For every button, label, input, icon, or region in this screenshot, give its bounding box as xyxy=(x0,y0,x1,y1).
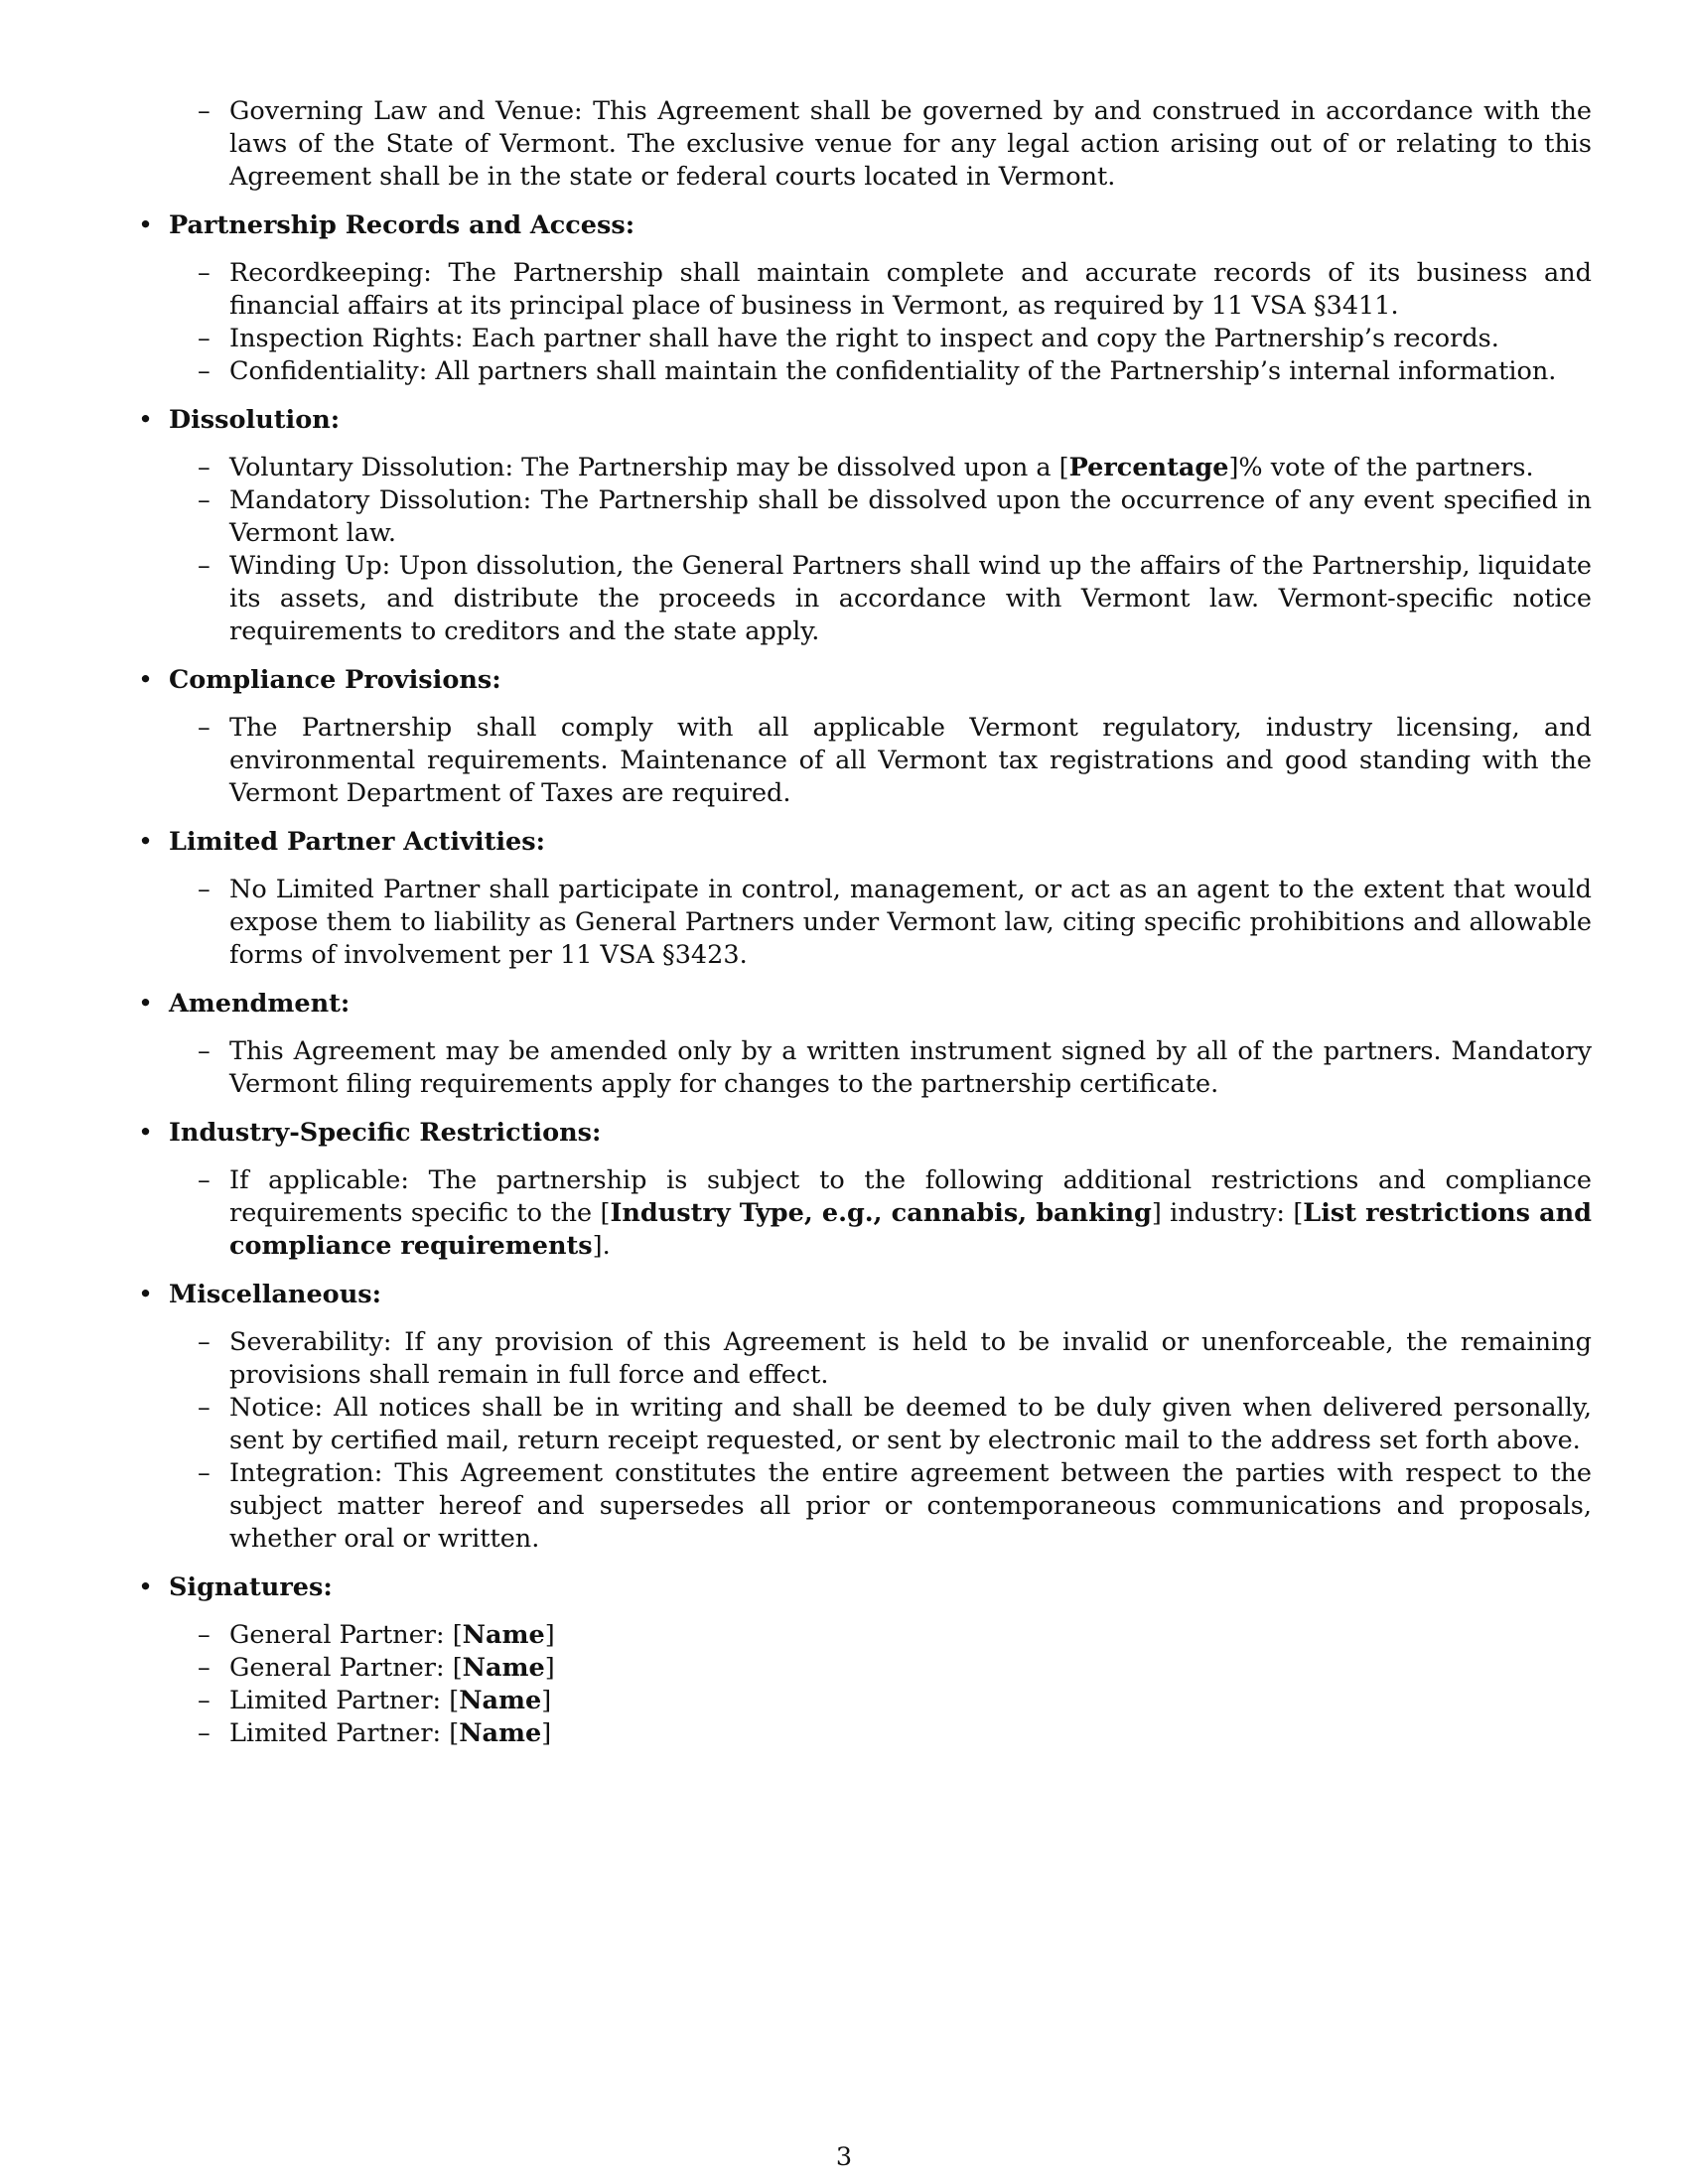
bracket-close: ] xyxy=(544,1653,555,1683)
list-item-severability xyxy=(132,1326,1592,1392)
dash-marker: – xyxy=(198,1620,211,1650)
bullet-marker: • xyxy=(138,405,154,435)
section-heading xyxy=(132,1117,1592,1150)
item-label: Notice: xyxy=(229,1393,324,1423)
item-label: Winding Up: xyxy=(229,551,391,581)
section-title: Amendment: xyxy=(169,989,351,1019)
list-item-notice xyxy=(132,1392,1592,1457)
dash-marker: – xyxy=(198,1686,211,1715)
section-miscellaneous xyxy=(132,1279,1592,1556)
list-item-integration xyxy=(132,1457,1592,1556)
item-text: If any provision of this Agreement is held to be invalid or unenforceable, the remaining provisions shall remain in full force and effect. xyxy=(229,1327,1592,1390)
section-title: Signatures: xyxy=(169,1572,333,1602)
dash-marker: – xyxy=(198,1036,211,1066)
section-title: Industry-Specific Restrictions: xyxy=(169,1118,602,1148)
item-text: This Agreement shall be governed by and construed in accordance with the laws of the State of Vermont. The exclusive venue for any legal action arising out of or relating to this Agreement shall be in the state or federal courts located in Vermont. xyxy=(229,96,1592,192)
section-heading xyxy=(132,988,1592,1021)
item-label: Voluntary Dissolution: xyxy=(229,453,514,482)
item-label: Governing Law and Venue: xyxy=(229,96,583,126)
section-amendment xyxy=(132,988,1592,1101)
page-number: 3 xyxy=(835,2142,853,2172)
dash-marker: – xyxy=(198,1165,211,1195)
dash-marker: – xyxy=(198,356,211,386)
list-item-recordkeeping xyxy=(132,257,1592,323)
governing-law-block xyxy=(132,95,1592,194)
dash-marker: – xyxy=(198,1458,211,1488)
item-text: All partners shall maintain the confidentiality of the Partnership’s internal information. xyxy=(435,356,1557,386)
dash-marker: – xyxy=(198,551,211,581)
dash-marker: – xyxy=(198,324,211,353)
bracket-open: [ xyxy=(449,1718,460,1748)
placeholder-name: Name xyxy=(462,1620,545,1650)
bracket-close: ] xyxy=(544,1620,555,1650)
item-text-before: The partnership is subject to the following additional restrictions and compliance requirements specific to the [ xyxy=(229,1165,1592,1228)
section-heading xyxy=(132,664,1592,697)
dash-marker: – xyxy=(198,713,211,743)
section-limited-partner-activities xyxy=(132,826,1592,972)
bracket-open: [ xyxy=(449,1686,460,1715)
signature-line-general-partner-1 xyxy=(132,1619,1592,1652)
dash-marker: – xyxy=(198,258,211,288)
section-heading xyxy=(132,209,1592,242)
list-item-confidentiality xyxy=(132,355,1592,388)
section-heading xyxy=(132,826,1592,859)
bullet-marker: • xyxy=(138,827,154,857)
item-text: The Partnership shall maintain complete and accurate records of its business and financial affairs at its principal place of business in Vermont, as required by 11 VSA §3411. xyxy=(229,258,1592,321)
dash-marker: – xyxy=(198,1718,211,1748)
dash-marker: – xyxy=(198,1327,211,1357)
list-item-inspection-rights xyxy=(132,323,1592,355)
item-text: All notices shall be in writing and shall be deemed to be duly given when delivered personally, sent by certified mail, return receipt requested, or sent by electronic mail to the address set forth above. xyxy=(229,1393,1592,1455)
section-title: Dissolution: xyxy=(169,405,341,435)
placeholder-name: Name xyxy=(459,1718,542,1748)
list-item-compliance xyxy=(132,712,1592,810)
section-title: Miscellaneous: xyxy=(169,1280,381,1309)
bullet-marker: • xyxy=(138,1280,154,1309)
item-label: General Partner: xyxy=(229,1653,445,1683)
section-heading xyxy=(132,1279,1592,1311)
placeholder-industry-type: Industry Type, e.g., cannabis, banking xyxy=(610,1198,1152,1228)
signature-line-limited-partner-2 xyxy=(132,1717,1592,1750)
bracket-open: [ xyxy=(452,1620,463,1650)
item-text-after: ]% vote of the partners. xyxy=(1228,453,1534,482)
bracket-open: [ xyxy=(452,1653,463,1683)
item-label: Confidentiality: xyxy=(229,356,428,386)
signature-line-limited-partner-1 xyxy=(132,1685,1592,1717)
dash-marker: – xyxy=(198,875,211,904)
dash-marker: – xyxy=(198,453,211,482)
list-item-governing-law xyxy=(132,95,1592,194)
item-label: General Partner: xyxy=(229,1620,445,1650)
placeholder-percentage: Percentage xyxy=(1068,453,1229,482)
section-industry-restrictions xyxy=(132,1117,1592,1263)
item-label: If applicable: xyxy=(229,1165,409,1195)
item-label: Integration: xyxy=(229,1458,383,1488)
bracket-close: ] xyxy=(541,1718,552,1748)
item-text-after: ]. xyxy=(592,1231,611,1261)
bullet-marker: • xyxy=(138,1572,154,1602)
item-text: This Agreement constitutes the entire agreement between the parties with respect to the subject matter hereof and supersedes all prior or contemporaneous communications and proposals, whether oral or written. xyxy=(229,1458,1593,1554)
item-label: Mandatory Dissolution: xyxy=(229,485,532,515)
item-text: The Partnership shall be dissolved upon the occurrence of any event specified in Vermont law. xyxy=(229,485,1592,548)
section-heading xyxy=(132,1571,1592,1604)
bullet-marker: • xyxy=(138,1118,154,1148)
item-label: Limited Partner: xyxy=(229,1718,442,1748)
section-title: Compliance Provisions: xyxy=(169,665,501,695)
placeholder-restrictions: List restrictions and compliance requirements xyxy=(229,1198,1592,1261)
section-records-access xyxy=(132,209,1592,388)
section-dissolution xyxy=(132,404,1592,648)
item-text: No Limited Partner shall participate in control, management, or act as an agent to the extent that would expose them to liability as General Partners under Vermont law, citing specific prohibitions and allowable forms of involvement per 11 VSA §3423. xyxy=(229,875,1592,970)
dash-marker: – xyxy=(198,485,211,515)
item-text: Upon dissolution, the General Partners shall wind up the affairs of the Partnership, liquidate its assets, and distribute the proceeds in accordance with Vermont law. Vermont-specific notice requirements to creditors and the state apply. xyxy=(229,551,1593,646)
section-heading xyxy=(132,404,1592,437)
signature-line-general-partner-2 xyxy=(132,1652,1592,1685)
item-text-middle: ] industry: [ xyxy=(1151,1198,1304,1228)
item-text-before: The Partnership may be dissolved upon a [ xyxy=(521,453,1069,482)
item-label: Limited Partner: xyxy=(229,1686,442,1715)
section-signatures xyxy=(132,1571,1592,1750)
list-item-industry-restrictions xyxy=(132,1164,1592,1263)
section-compliance xyxy=(132,664,1592,810)
list-item-voluntary-dissolution xyxy=(132,452,1592,484)
dash-marker: – xyxy=(198,1393,211,1423)
document-body xyxy=(132,95,1592,1766)
list-item-mandatory-dissolution xyxy=(132,484,1592,550)
section-title: Limited Partner Activities: xyxy=(169,827,546,857)
item-label: Inspection Rights: xyxy=(229,324,464,353)
bullet-marker: • xyxy=(138,989,154,1019)
bullet-marker: • xyxy=(138,210,154,240)
list-item-winding-up xyxy=(132,550,1592,648)
dash-marker: – xyxy=(198,96,211,126)
item-text: This Agreement may be amended only by a written instrument signed by all of the partners. Mandatory Vermont filing requirements apply for changes to the partnership certificate. xyxy=(229,1036,1592,1099)
list-item-amendment xyxy=(132,1035,1592,1101)
item-text: The Partnership shall comply with all applicable Vermont regulatory, industry licensing, and environmental requirements. Maintenance of all Vermont tax registrations and good standing with the Vermont Department of Taxes are required. xyxy=(229,713,1592,808)
item-text: Each partner shall have the right to inspect and copy the Partnership’s records. xyxy=(471,324,1499,353)
section-title: Partnership Records and Access: xyxy=(169,210,635,240)
bracket-close: ] xyxy=(541,1686,552,1715)
item-label: Severability: xyxy=(229,1327,392,1357)
item-label: Recordkeeping: xyxy=(229,258,432,288)
list-item-limited-partner xyxy=(132,874,1592,972)
placeholder-name: Name xyxy=(459,1686,542,1715)
placeholder-name: Name xyxy=(462,1653,545,1683)
dash-marker: – xyxy=(198,1653,211,1683)
bullet-marker: • xyxy=(138,665,154,695)
